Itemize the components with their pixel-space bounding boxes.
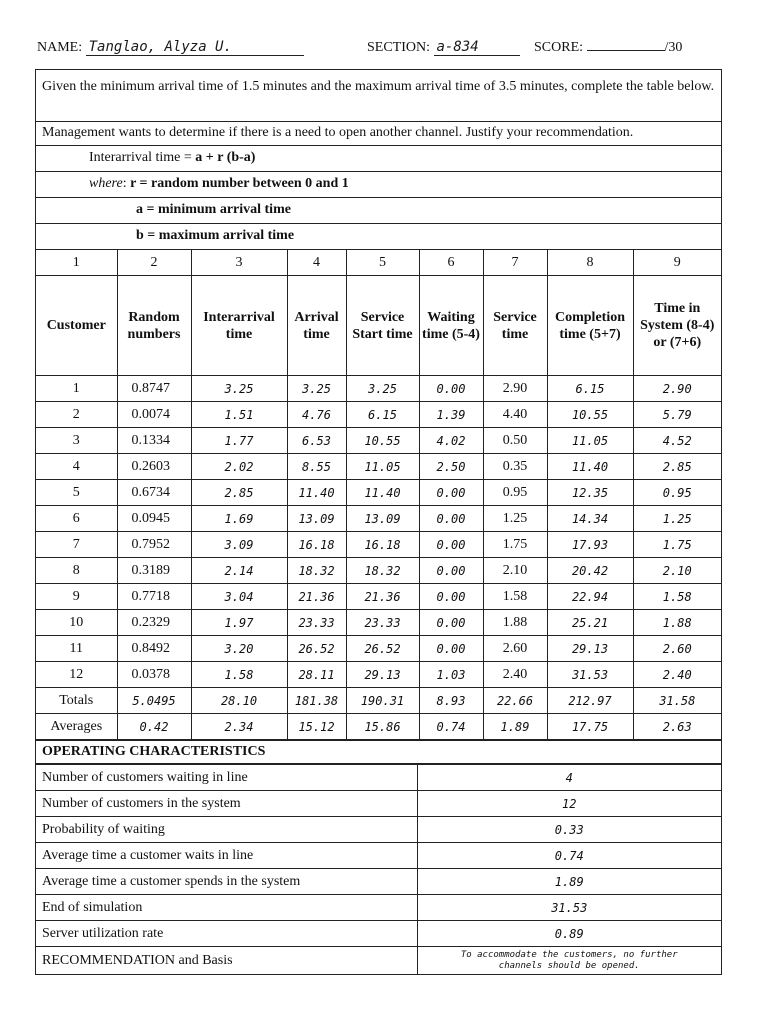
table-cell: 7 bbox=[36, 532, 117, 558]
table-cell: 4.76 bbox=[287, 402, 346, 428]
table-cell: 11.40 bbox=[547, 454, 633, 480]
table-cell: 29.13 bbox=[547, 636, 633, 662]
ops-row bbox=[36, 921, 721, 947]
table-cell: 26.52 bbox=[346, 636, 419, 662]
ops-row bbox=[36, 895, 721, 921]
table-cell: 2.60 bbox=[483, 636, 547, 662]
column-number-cell: 4 bbox=[287, 250, 346, 276]
ops-label: Number of customers waiting in line bbox=[36, 765, 417, 791]
column-number-cell: 2 bbox=[117, 250, 191, 276]
ops-row bbox=[36, 817, 721, 843]
table-cell: 8.55 bbox=[287, 454, 346, 480]
where-word: where bbox=[89, 176, 123, 191]
ops-label: Average time a customer spends in the system bbox=[36, 869, 417, 895]
table-cell: 0.95 bbox=[633, 480, 721, 506]
recommendation-row bbox=[36, 947, 721, 975]
formula-prefix: Interarrival time = bbox=[89, 150, 196, 165]
formula-line-3 bbox=[36, 198, 721, 224]
ops-value: 12 bbox=[417, 791, 721, 817]
table-cell: 1.77 bbox=[191, 428, 287, 454]
table-cell: 181.38 bbox=[287, 688, 346, 714]
table-cell: 18.32 bbox=[287, 558, 346, 584]
table-cell: 3.20 bbox=[191, 636, 287, 662]
table-cell: 6.15 bbox=[547, 376, 633, 402]
table-cell: 10.55 bbox=[547, 402, 633, 428]
ops-value: 4 bbox=[417, 765, 721, 791]
table-cell: 2.10 bbox=[483, 558, 547, 584]
table-cell: 29.13 bbox=[346, 662, 419, 688]
name-value: Tanglao, Alyza U. bbox=[86, 40, 304, 56]
table-cell: 2.85 bbox=[633, 454, 721, 480]
ops-row bbox=[36, 843, 721, 869]
management-question: Management wants to determine if there is a need to open another channel. Justify your recommendation. bbox=[36, 122, 721, 146]
column-number-cell: 6 bbox=[419, 250, 483, 276]
column-header-cell: Service time bbox=[483, 276, 547, 376]
table-cell: 0.00 bbox=[419, 376, 483, 402]
table-cell: 1.88 bbox=[483, 610, 547, 636]
table-cell: 1 bbox=[36, 376, 117, 402]
table-cell: 3.25 bbox=[191, 376, 287, 402]
formula-line-1 bbox=[36, 146, 721, 172]
column-header-cell: Waiting time (5-4) bbox=[419, 276, 483, 376]
table-cell: 0.8747 bbox=[117, 376, 191, 402]
column-number-cell: 9 bbox=[633, 250, 721, 276]
table-row bbox=[36, 402, 721, 428]
table-cell: 0.0945 bbox=[117, 506, 191, 532]
table-cell: 0.7952 bbox=[117, 532, 191, 558]
table-cell: 8 bbox=[36, 558, 117, 584]
table-cell: 12 bbox=[36, 662, 117, 688]
table-cell: 0.50 bbox=[483, 428, 547, 454]
table-cell: 6 bbox=[36, 506, 117, 532]
ops-label: Probability of waiting bbox=[36, 817, 417, 843]
table-cell: 2.50 bbox=[419, 454, 483, 480]
table-cell: 21.36 bbox=[287, 584, 346, 610]
table-cell: 2.90 bbox=[633, 376, 721, 402]
table-cell: 1.58 bbox=[633, 584, 721, 610]
column-header-cell: Service Start time bbox=[346, 276, 419, 376]
table-cell: 2.14 bbox=[191, 558, 287, 584]
table-cell: 2.40 bbox=[633, 662, 721, 688]
table-cell: 0.00 bbox=[419, 610, 483, 636]
table-cell: 2.40 bbox=[483, 662, 547, 688]
table-cell: 0.2329 bbox=[117, 610, 191, 636]
table-cell: 1.39 bbox=[419, 402, 483, 428]
table-cell: 22.94 bbox=[547, 584, 633, 610]
ops-row bbox=[36, 791, 721, 817]
column-header-cell: Arrival time bbox=[287, 276, 346, 376]
b-definition: b = maximum arrival time bbox=[136, 228, 295, 243]
table-cell: 1.97 bbox=[191, 610, 287, 636]
table-cell: 3.25 bbox=[287, 376, 346, 402]
table-cell: 22.66 bbox=[483, 688, 547, 714]
ops-value: 1.89 bbox=[417, 869, 721, 895]
table-row bbox=[36, 636, 721, 662]
table-cell: 10 bbox=[36, 610, 117, 636]
table-cell: 3.09 bbox=[191, 532, 287, 558]
table-cell: 0.0074 bbox=[117, 402, 191, 428]
table-cell: 1.89 bbox=[483, 714, 547, 740]
simulation-table bbox=[36, 250, 721, 740]
table-cell: 0.95 bbox=[483, 480, 547, 506]
table-cell: 3 bbox=[36, 428, 117, 454]
ops-value: 0.33 bbox=[417, 817, 721, 843]
table-cell: 1.25 bbox=[483, 506, 547, 532]
table-cell: 31.58 bbox=[633, 688, 721, 714]
table-row bbox=[36, 584, 721, 610]
formula-expression: a + r (b-a) bbox=[195, 150, 256, 165]
r-definition: r = random number between 0 and 1 bbox=[126, 176, 349, 191]
table-cell: 2.85 bbox=[191, 480, 287, 506]
table-cell: 1.58 bbox=[191, 662, 287, 688]
table-cell: 0.42 bbox=[117, 714, 191, 740]
ops-value: 0.74 bbox=[417, 843, 721, 869]
table-cell: 13.09 bbox=[346, 506, 419, 532]
table-cell: 26.52 bbox=[287, 636, 346, 662]
table-cell: 23.33 bbox=[346, 610, 419, 636]
section-label: SECTION: bbox=[367, 40, 430, 55]
table-cell: 0.1334 bbox=[117, 428, 191, 454]
table-cell: 10.55 bbox=[346, 428, 419, 454]
table-cell: 5.79 bbox=[633, 402, 721, 428]
section-value: a-834 bbox=[434, 40, 520, 56]
table-cell: 1.88 bbox=[633, 610, 721, 636]
instructions: Given the minimum arrival time of 1.5 minutes and the maximum arrival time of 3.5 minutes, complete the table below. bbox=[36, 70, 721, 122]
score-field bbox=[534, 40, 682, 56]
table-cell: 4.52 bbox=[633, 428, 721, 454]
formula-line-4 bbox=[36, 224, 721, 250]
table-cell: 190.31 bbox=[346, 688, 419, 714]
table-cell: 0.2603 bbox=[117, 454, 191, 480]
operating-characteristics-title: OPERATING CHARACTERISTICS bbox=[36, 740, 721, 764]
table-cell: 6.15 bbox=[346, 402, 419, 428]
table-cell: 1.25 bbox=[633, 506, 721, 532]
table-row bbox=[36, 610, 721, 636]
column-header-cell: Time in System (8-4) or (7+6) bbox=[633, 276, 721, 376]
table-cell: 15.12 bbox=[287, 714, 346, 740]
table-row bbox=[36, 480, 721, 506]
table-cell: 31.53 bbox=[547, 662, 633, 688]
table-row bbox=[36, 506, 721, 532]
ops-value: 31.53 bbox=[417, 895, 721, 921]
table-row bbox=[36, 558, 721, 584]
column-number-cell: 5 bbox=[346, 250, 419, 276]
column-header-cell: Completion time (5+7) bbox=[547, 276, 633, 376]
recommendation-line-2: channels should be opened. bbox=[498, 960, 640, 971]
table-cell: 2.34 bbox=[191, 714, 287, 740]
a-definition: a = minimum arrival time bbox=[136, 202, 291, 217]
column-number-cell: 1 bbox=[36, 250, 117, 276]
operating-characteristics-table bbox=[36, 764, 721, 974]
recommendation-answer bbox=[417, 947, 721, 975]
table-row bbox=[36, 532, 721, 558]
worksheet-header bbox=[37, 38, 737, 60]
table-cell: 25.21 bbox=[547, 610, 633, 636]
table-cell: 1.75 bbox=[483, 532, 547, 558]
table-cell: 15.86 bbox=[346, 714, 419, 740]
table-cell: 0.0378 bbox=[117, 662, 191, 688]
table-cell: 212.97 bbox=[547, 688, 633, 714]
table-cell: 11.05 bbox=[346, 454, 419, 480]
table-cell: 4 bbox=[36, 454, 117, 480]
table-cell: 2.63 bbox=[633, 714, 721, 740]
table-cell: 1.58 bbox=[483, 584, 547, 610]
table-cell: 0.00 bbox=[419, 558, 483, 584]
table-cell: 12.35 bbox=[547, 480, 633, 506]
name-field bbox=[37, 40, 304, 56]
table-cell: 6.53 bbox=[287, 428, 346, 454]
table-cell: 11.05 bbox=[547, 428, 633, 454]
table-cell: 0.7718 bbox=[117, 584, 191, 610]
table-cell: 2.90 bbox=[483, 376, 547, 402]
table-cell: 23.33 bbox=[287, 610, 346, 636]
table-row bbox=[36, 454, 721, 480]
table-cell: 11.40 bbox=[346, 480, 419, 506]
table-cell: 11.40 bbox=[287, 480, 346, 506]
table-cell: 13.09 bbox=[287, 506, 346, 532]
table-cell: 0.00 bbox=[419, 584, 483, 610]
score-value bbox=[587, 50, 665, 51]
table-cell: 0.35 bbox=[483, 454, 547, 480]
name-label: NAME: bbox=[37, 40, 83, 55]
table-cell: 17.93 bbox=[547, 532, 633, 558]
table-cell: 0.74 bbox=[419, 714, 483, 740]
column-header-cell: Interarrival time bbox=[191, 276, 287, 376]
table-cell: 21.36 bbox=[346, 584, 419, 610]
table-row bbox=[36, 662, 721, 688]
column-header-cell: Customer bbox=[36, 276, 117, 376]
table-cell: 3.25 bbox=[346, 376, 419, 402]
averages-row bbox=[36, 714, 721, 740]
table-cell: 0.00 bbox=[419, 636, 483, 662]
table-cell: 8.93 bbox=[419, 688, 483, 714]
worksheet-frame bbox=[35, 69, 722, 975]
table-cell: 5.0495 bbox=[117, 688, 191, 714]
table-cell: Totals bbox=[36, 688, 117, 714]
table-cell: 0.6734 bbox=[117, 480, 191, 506]
table-cell: Averages bbox=[36, 714, 117, 740]
ops-label: Number of customers in the system bbox=[36, 791, 417, 817]
table-cell: 5 bbox=[36, 480, 117, 506]
table-cell: 1.75 bbox=[633, 532, 721, 558]
table-cell: 16.18 bbox=[287, 532, 346, 558]
score-label: SCORE: bbox=[534, 40, 584, 55]
table-cell: 14.34 bbox=[547, 506, 633, 532]
table-cell: 9 bbox=[36, 584, 117, 610]
table-cell: 0.00 bbox=[419, 480, 483, 506]
score-max: /30 bbox=[664, 40, 683, 55]
table-cell: 3.04 bbox=[191, 584, 287, 610]
table-cell: 1.69 bbox=[191, 506, 287, 532]
table-cell: 2.02 bbox=[191, 454, 287, 480]
table-cell: 11 bbox=[36, 636, 117, 662]
where-colon: : bbox=[122, 176, 127, 191]
table-cell: 20.42 bbox=[547, 558, 633, 584]
table-cell: 0.3189 bbox=[117, 558, 191, 584]
ops-label: End of simulation bbox=[36, 895, 417, 921]
section-field bbox=[367, 40, 520, 56]
recommendation-line-1: To accommodate the customers, no further bbox=[460, 949, 678, 960]
column-number-cell: 7 bbox=[483, 250, 547, 276]
ops-value: 0.89 bbox=[417, 921, 721, 947]
table-cell: 1.03 bbox=[419, 662, 483, 688]
table-cell: 2.60 bbox=[633, 636, 721, 662]
table-cell: 17.75 bbox=[547, 714, 633, 740]
recommendation-label: RECOMMENDATION and Basis bbox=[36, 947, 417, 975]
ops-row bbox=[36, 869, 721, 895]
table-cell: 16.18 bbox=[346, 532, 419, 558]
table-cell: 0.8492 bbox=[117, 636, 191, 662]
column-header-row bbox=[36, 276, 721, 376]
table-cell: 0.00 bbox=[419, 506, 483, 532]
table-row bbox=[36, 376, 721, 402]
table-cell: 18.32 bbox=[346, 558, 419, 584]
totals-row bbox=[36, 688, 721, 714]
ops-row bbox=[36, 765, 721, 791]
table-cell: 28.10 bbox=[191, 688, 287, 714]
ops-label: Average time a customer waits in line bbox=[36, 843, 417, 869]
table-row bbox=[36, 428, 721, 454]
formula-line-2 bbox=[36, 172, 721, 198]
column-number-cell: 8 bbox=[547, 250, 633, 276]
table-cell: 0.00 bbox=[419, 532, 483, 558]
table-cell: 28.11 bbox=[287, 662, 346, 688]
table-cell: 2 bbox=[36, 402, 117, 428]
table-cell: 4.40 bbox=[483, 402, 547, 428]
column-number-cell: 3 bbox=[191, 250, 287, 276]
table-cell: 1.51 bbox=[191, 402, 287, 428]
column-header-cell: Random numbers bbox=[117, 276, 191, 376]
table-cell: 2.10 bbox=[633, 558, 721, 584]
table-cell: 4.02 bbox=[419, 428, 483, 454]
column-number-row bbox=[36, 250, 721, 276]
ops-label: Server utilization rate bbox=[36, 921, 417, 947]
